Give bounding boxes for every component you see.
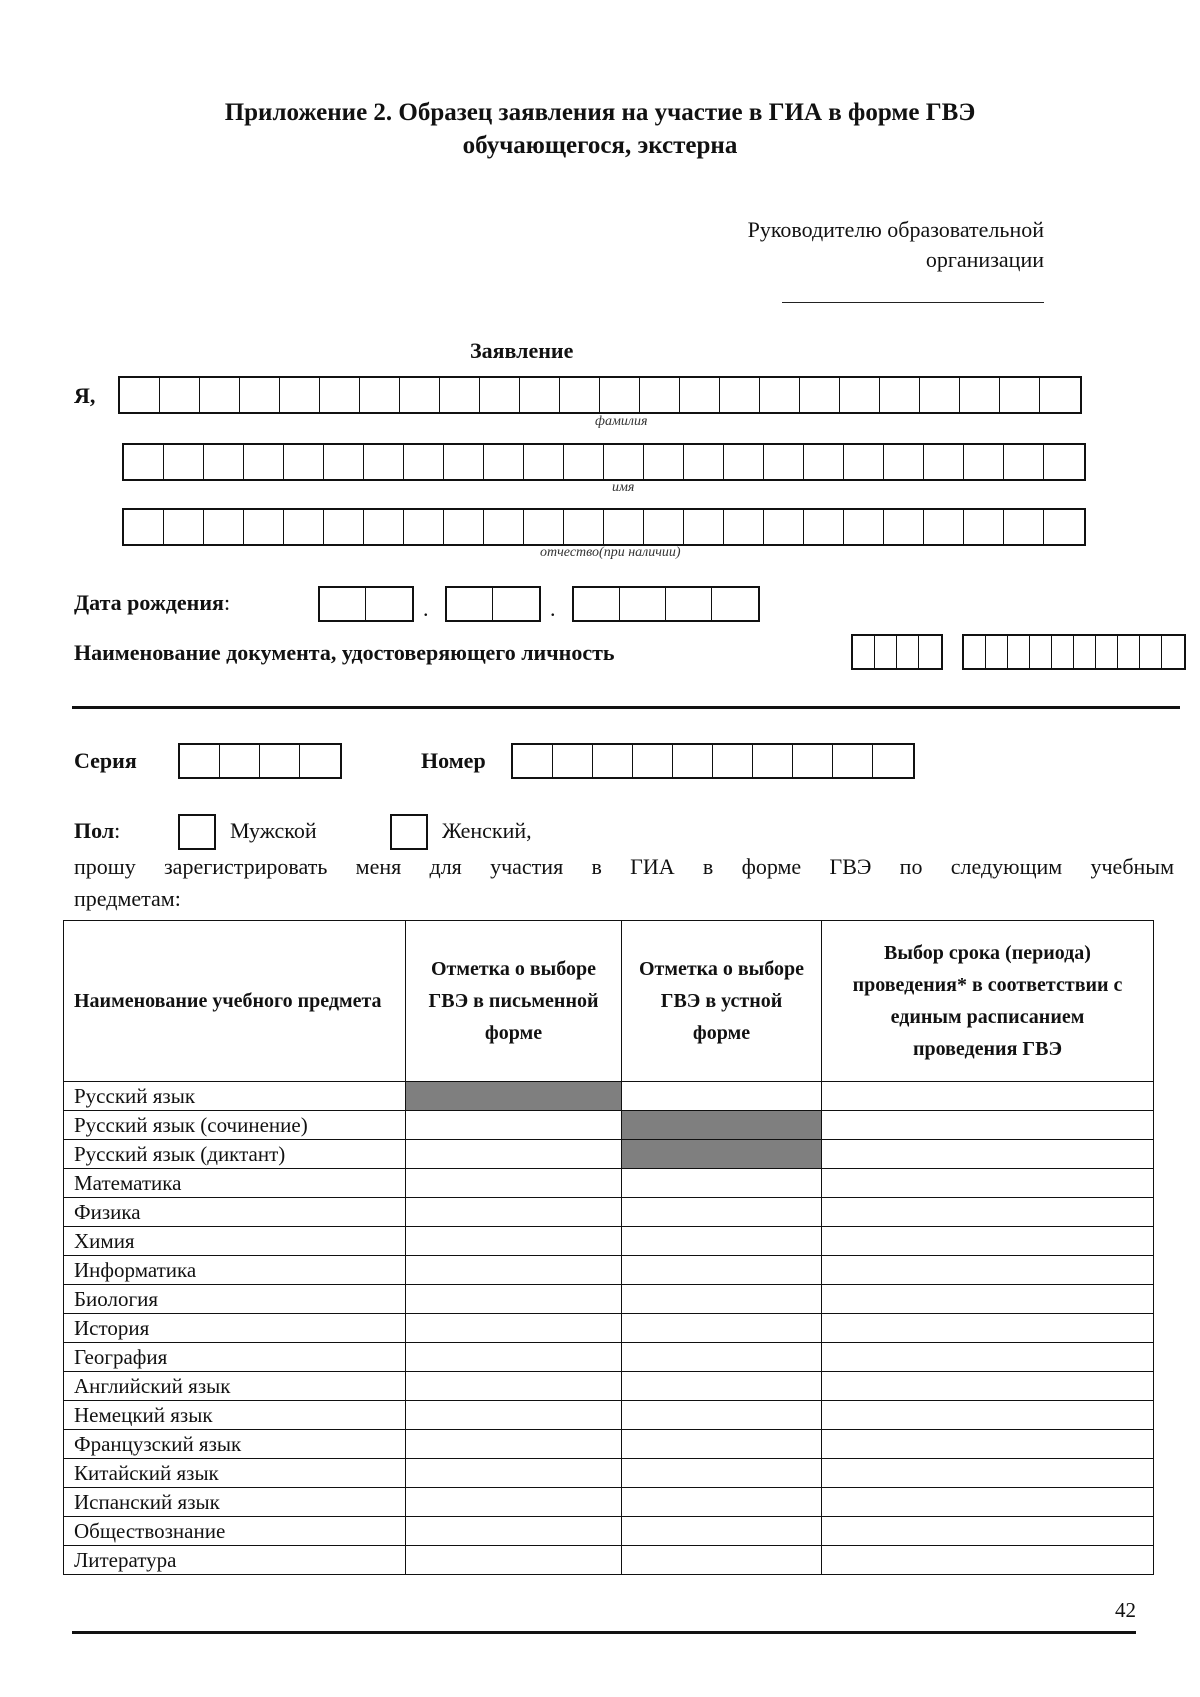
char-cell[interactable] xyxy=(1000,378,1040,412)
char-cell[interactable] xyxy=(564,445,604,479)
oral-mark-cell[interactable] xyxy=(622,1314,822,1343)
oral-mark-cell[interactable] xyxy=(622,1285,822,1314)
subject-name: Английский язык xyxy=(64,1372,406,1401)
written-mark-cell[interactable] xyxy=(406,1314,622,1343)
char-cell[interactable] xyxy=(524,510,564,544)
subject-name: Французский язык xyxy=(64,1430,406,1459)
request-line-2: предметам: xyxy=(74,886,181,911)
char-cell[interactable] xyxy=(644,510,684,544)
period-choice-cell[interactable] xyxy=(822,1227,1154,1256)
char-cell[interactable] xyxy=(712,588,758,620)
gender-label: Пол xyxy=(74,818,115,843)
written-mark-cell[interactable] xyxy=(406,1285,622,1314)
char-cell[interactable] xyxy=(444,510,484,544)
char-cell[interactable] xyxy=(620,588,666,620)
subject-row xyxy=(64,1546,1154,1575)
char-cell[interactable] xyxy=(324,510,364,544)
char-cell[interactable] xyxy=(840,378,880,412)
oral-mark-cell-disabled xyxy=(622,1111,822,1140)
series-label: Серия xyxy=(74,748,137,773)
gender-male-checkbox[interactable] xyxy=(178,814,216,850)
statement-heading: Заявление xyxy=(470,338,574,363)
char-cell[interactable] xyxy=(724,445,764,479)
oral-mark-cell[interactable] xyxy=(622,1372,822,1401)
char-cell[interactable] xyxy=(320,378,360,412)
addressee-line-2: организации xyxy=(925,247,1044,272)
subject-row xyxy=(64,1111,1154,1140)
char-cell[interactable] xyxy=(284,510,324,544)
subject-row xyxy=(64,1169,1154,1198)
subject-name: Химия xyxy=(64,1227,406,1256)
char-cell[interactable] xyxy=(1004,445,1044,479)
char-cell[interactable] xyxy=(884,510,924,544)
period-choice-cell[interactable] xyxy=(822,1314,1154,1343)
written-mark-cell[interactable] xyxy=(406,1256,622,1285)
char-cell[interactable] xyxy=(574,588,620,620)
char-cell[interactable] xyxy=(404,510,444,544)
period-choice-cell[interactable] xyxy=(822,1082,1154,1111)
char-cell[interactable] xyxy=(1140,636,1162,668)
char-cell[interactable] xyxy=(873,745,913,777)
char-cell[interactable] xyxy=(284,445,324,479)
char-cell[interactable] xyxy=(553,745,593,777)
period-choice-cell[interactable] xyxy=(822,1430,1154,1459)
subject-row xyxy=(64,1314,1154,1343)
char-cell[interactable] xyxy=(200,378,240,412)
header-written: Отметка о выборе ГВЭ в письменной форме xyxy=(406,921,622,1082)
subject-row xyxy=(64,1082,1154,1111)
char-cell[interactable] xyxy=(280,378,320,412)
subject-row xyxy=(64,1430,1154,1459)
birth-date-label-wrap xyxy=(74,590,230,616)
page-number: 42 xyxy=(1115,1598,1136,1622)
series-cells[interactable] xyxy=(178,743,342,779)
birth-date-colon: : xyxy=(223,590,231,615)
char-cell[interactable] xyxy=(604,445,644,479)
oral-mark-cell[interactable] xyxy=(622,1401,822,1430)
char-cell[interactable] xyxy=(760,378,800,412)
char-cell[interactable] xyxy=(1052,636,1074,668)
period-choice-cell[interactable] xyxy=(822,1198,1154,1227)
char-cell[interactable] xyxy=(160,378,200,412)
title-line-1: Приложение 2. Образец заявления на участие в ГИА в форме ГВЭ xyxy=(224,99,976,126)
char-cell[interactable] xyxy=(364,510,404,544)
subject-row xyxy=(64,1517,1154,1546)
char-cell[interactable] xyxy=(1004,510,1044,544)
char-cell[interactable] xyxy=(666,588,712,620)
subject-name: Информатика xyxy=(64,1256,406,1285)
char-cell[interactable] xyxy=(480,378,520,412)
subject-name: География xyxy=(64,1343,406,1372)
patronymic-caption: отчество(при наличии) xyxy=(540,545,681,560)
char-cell[interactable] xyxy=(986,636,1008,668)
char-cell[interactable] xyxy=(244,510,284,544)
addressee xyxy=(748,215,1044,275)
char-cell[interactable] xyxy=(124,445,164,479)
request-line-1: прошу зарегистрировать меня для участия в ГИА в форме ГВЭ по следующим учебным xyxy=(74,854,1174,879)
period-choice-cell[interactable] xyxy=(822,1488,1154,1517)
subjects-body xyxy=(64,1082,1154,1575)
subject-row xyxy=(64,1285,1154,1314)
subject-row xyxy=(64,1140,1154,1169)
oral-mark-cell[interactable] xyxy=(622,1430,822,1459)
char-cell[interactable] xyxy=(1096,636,1118,668)
written-mark-cell[interactable] xyxy=(406,1430,622,1459)
subjects-table xyxy=(63,920,1154,1575)
char-cell[interactable] xyxy=(124,510,164,544)
char-cell[interactable] xyxy=(600,378,640,412)
written-mark-cell[interactable] xyxy=(406,1140,622,1169)
addressee-name-line[interactable] xyxy=(782,302,1044,303)
char-cell[interactable] xyxy=(684,445,724,479)
birth-year-cells[interactable] xyxy=(572,586,760,622)
subject-row xyxy=(64,1227,1154,1256)
char-cell[interactable] xyxy=(853,636,875,668)
gender-male-label: Мужской xyxy=(230,818,317,843)
char-cell[interactable] xyxy=(919,636,941,668)
oral-mark-cell[interactable] xyxy=(622,1169,822,1198)
char-cell[interactable] xyxy=(800,378,840,412)
written-mark-cell[interactable] xyxy=(406,1459,622,1488)
char-cell[interactable] xyxy=(220,745,260,777)
document-title xyxy=(0,96,1200,162)
char-cell[interactable] xyxy=(1162,636,1184,668)
period-choice-cell[interactable] xyxy=(822,1285,1154,1314)
birth-day-cells[interactable] xyxy=(318,586,414,622)
char-cell[interactable] xyxy=(640,378,680,412)
subject-name: История xyxy=(64,1314,406,1343)
written-mark-cell[interactable] xyxy=(406,1169,622,1198)
char-cell[interactable] xyxy=(884,445,924,479)
char-cell[interactable] xyxy=(964,510,1004,544)
oral-mark-cell[interactable] xyxy=(622,1227,822,1256)
subject-row xyxy=(64,1401,1154,1430)
name-prefix: Я, xyxy=(74,383,96,408)
char-cell[interactable] xyxy=(1030,636,1052,668)
first-name-caption: имя xyxy=(612,480,635,495)
char-cell[interactable] xyxy=(680,378,720,412)
period-choice-cell[interactable] xyxy=(822,1372,1154,1401)
char-cell[interactable] xyxy=(300,745,340,777)
char-cell[interactable] xyxy=(493,588,539,620)
subject-row xyxy=(64,1256,1154,1285)
char-cell[interactable] xyxy=(244,445,284,479)
char-cell[interactable] xyxy=(924,445,964,479)
char-cell[interactable] xyxy=(1008,636,1030,668)
oral-mark-cell[interactable] xyxy=(622,1256,822,1285)
oral-mark-cell-disabled xyxy=(622,1140,822,1169)
subject-row xyxy=(64,1459,1154,1488)
char-cell[interactable] xyxy=(164,445,204,479)
period-choice-cell[interactable] xyxy=(822,1459,1154,1488)
first-name-cells[interactable] xyxy=(122,443,1086,481)
char-cell[interactable] xyxy=(564,510,604,544)
char-cell[interactable] xyxy=(366,588,412,620)
char-cell[interactable] xyxy=(804,510,844,544)
written-mark-cell[interactable] xyxy=(406,1517,622,1546)
written-mark-cell[interactable] xyxy=(406,1343,622,1372)
char-cell[interactable] xyxy=(875,636,897,668)
oral-mark-cell[interactable] xyxy=(622,1459,822,1488)
char-cell[interactable] xyxy=(644,445,684,479)
subject-name: Русский язык xyxy=(64,1082,406,1111)
written-mark-cell[interactable] xyxy=(406,1401,622,1430)
char-cell[interactable] xyxy=(897,636,919,668)
char-cell[interactable] xyxy=(964,636,986,668)
subject-name: Математика xyxy=(64,1169,406,1198)
id-document-code-cells[interactable] xyxy=(851,634,943,670)
subject-name: Обществознание xyxy=(64,1517,406,1546)
period-choice-cell[interactable] xyxy=(822,1343,1154,1372)
char-cell[interactable] xyxy=(364,445,404,479)
subject-name: Немецкий язык xyxy=(64,1401,406,1430)
period-choice-cell[interactable] xyxy=(822,1140,1154,1169)
gender-female-label: Женский, xyxy=(442,818,532,843)
written-mark-cell-disabled xyxy=(406,1082,622,1111)
char-cell[interactable] xyxy=(324,445,364,479)
document-divider xyxy=(72,706,1180,709)
period-choice-cell[interactable] xyxy=(822,1111,1154,1140)
char-cell[interactable] xyxy=(120,378,160,412)
char-cell[interactable] xyxy=(400,378,440,412)
subject-row xyxy=(64,1343,1154,1372)
char-cell[interactable] xyxy=(360,378,400,412)
header-subject: Наименование учебного предмета xyxy=(64,921,406,1082)
written-mark-cell[interactable] xyxy=(406,1372,622,1401)
char-cell[interactable] xyxy=(633,745,673,777)
period-choice-cell[interactable] xyxy=(822,1401,1154,1430)
gender-label-wrap xyxy=(74,818,120,844)
char-cell[interactable] xyxy=(1074,636,1096,668)
surname-cells[interactable] xyxy=(118,376,1082,414)
char-cell[interactable] xyxy=(604,510,644,544)
written-mark-cell[interactable] xyxy=(406,1488,622,1517)
char-cell[interactable] xyxy=(164,510,204,544)
patronymic-cells[interactable] xyxy=(122,508,1086,546)
char-cell[interactable] xyxy=(484,510,524,544)
char-cell[interactable] xyxy=(880,378,920,412)
char-cell[interactable] xyxy=(440,378,480,412)
oral-mark-cell[interactable] xyxy=(622,1488,822,1517)
birth-month-cells[interactable] xyxy=(445,586,541,622)
subject-row xyxy=(64,1488,1154,1517)
char-cell[interactable] xyxy=(964,445,1004,479)
char-cell[interactable] xyxy=(1040,378,1080,412)
number-cells[interactable] xyxy=(511,743,915,779)
char-cell[interactable] xyxy=(720,378,760,412)
char-cell[interactable] xyxy=(1118,636,1140,668)
char-cell[interactable] xyxy=(844,445,884,479)
char-cell[interactable] xyxy=(513,745,553,777)
char-cell[interactable] xyxy=(1044,445,1084,479)
subject-name: Биология xyxy=(64,1285,406,1314)
char-cell[interactable] xyxy=(793,745,833,777)
birth-sep-2: . xyxy=(550,596,556,621)
subject-name: Испанский язык xyxy=(64,1488,406,1517)
addressee-line-1: Руководителю образовательной xyxy=(747,217,1044,242)
char-cell[interactable] xyxy=(560,378,600,412)
char-cell[interactable] xyxy=(593,745,633,777)
gender-colon: : xyxy=(114,818,121,843)
period-choice-cell[interactable] xyxy=(822,1169,1154,1198)
char-cell[interactable] xyxy=(924,510,964,544)
oral-mark-cell[interactable] xyxy=(622,1343,822,1372)
period-choice-cell[interactable] xyxy=(822,1256,1154,1285)
char-cell[interactable] xyxy=(520,378,560,412)
char-cell[interactable] xyxy=(764,445,804,479)
period-choice-cell[interactable] xyxy=(822,1546,1154,1575)
char-cell[interactable] xyxy=(920,378,960,412)
birth-sep-1: . xyxy=(423,596,429,621)
char-cell[interactable] xyxy=(833,745,873,777)
gender-female-checkbox[interactable] xyxy=(390,814,428,850)
oral-mark-cell[interactable] xyxy=(622,1546,822,1575)
written-mark-cell[interactable] xyxy=(406,1111,622,1140)
oral-mark-cell[interactable] xyxy=(622,1517,822,1546)
char-cell[interactable] xyxy=(1044,510,1084,544)
number-label: Номер xyxy=(421,748,486,773)
surname-caption: фамилия xyxy=(595,414,648,429)
char-cell[interactable] xyxy=(404,445,444,479)
period-choice-cell[interactable] xyxy=(822,1517,1154,1546)
char-cell[interactable] xyxy=(684,510,724,544)
written-mark-cell[interactable] xyxy=(406,1546,622,1575)
footer-divider xyxy=(72,1631,1136,1634)
char-cell[interactable] xyxy=(484,445,524,479)
subject-name: Физика xyxy=(64,1198,406,1227)
id-document-value-cells[interactable] xyxy=(962,634,1186,670)
header-period: Выбор срока (периода) проведения* в соответствии с единым расписанием проведения ГВЭ xyxy=(822,921,1154,1082)
header-oral: Отметка о выборе ГВЭ в устной форме xyxy=(622,921,822,1082)
subject-name: Русский язык (диктант) xyxy=(64,1140,406,1169)
char-cell[interactable] xyxy=(764,510,804,544)
birth-date-label: Дата рождения xyxy=(74,590,224,615)
char-cell[interactable] xyxy=(673,745,713,777)
subject-row xyxy=(64,1372,1154,1401)
char-cell[interactable] xyxy=(320,588,366,620)
written-mark-cell[interactable] xyxy=(406,1198,622,1227)
title-line-2: обучающегося, экстерна xyxy=(462,132,738,159)
char-cell[interactable] xyxy=(804,445,844,479)
char-cell[interactable] xyxy=(204,510,244,544)
oral-mark-cell[interactable] xyxy=(622,1082,822,1111)
char-cell[interactable] xyxy=(844,510,884,544)
char-cell[interactable] xyxy=(240,378,280,412)
char-cell[interactable] xyxy=(724,510,764,544)
subject-name: Литература xyxy=(64,1546,406,1575)
written-mark-cell[interactable] xyxy=(406,1227,622,1256)
char-cell[interactable] xyxy=(753,745,793,777)
char-cell[interactable] xyxy=(180,745,220,777)
id-document-label: Наименование документа, удостоверяющего личность xyxy=(74,640,615,665)
subject-name: Китайский язык xyxy=(64,1459,406,1488)
char-cell[interactable] xyxy=(524,445,564,479)
char-cell[interactable] xyxy=(713,745,753,777)
oral-mark-cell[interactable] xyxy=(622,1198,822,1227)
subject-row xyxy=(64,1198,1154,1227)
char-cell[interactable] xyxy=(960,378,1000,412)
subject-name: Русский язык (сочинение) xyxy=(64,1111,406,1140)
char-cell[interactable] xyxy=(447,588,493,620)
char-cell[interactable] xyxy=(260,745,300,777)
char-cell[interactable] xyxy=(444,445,484,479)
char-cell[interactable] xyxy=(204,445,244,479)
